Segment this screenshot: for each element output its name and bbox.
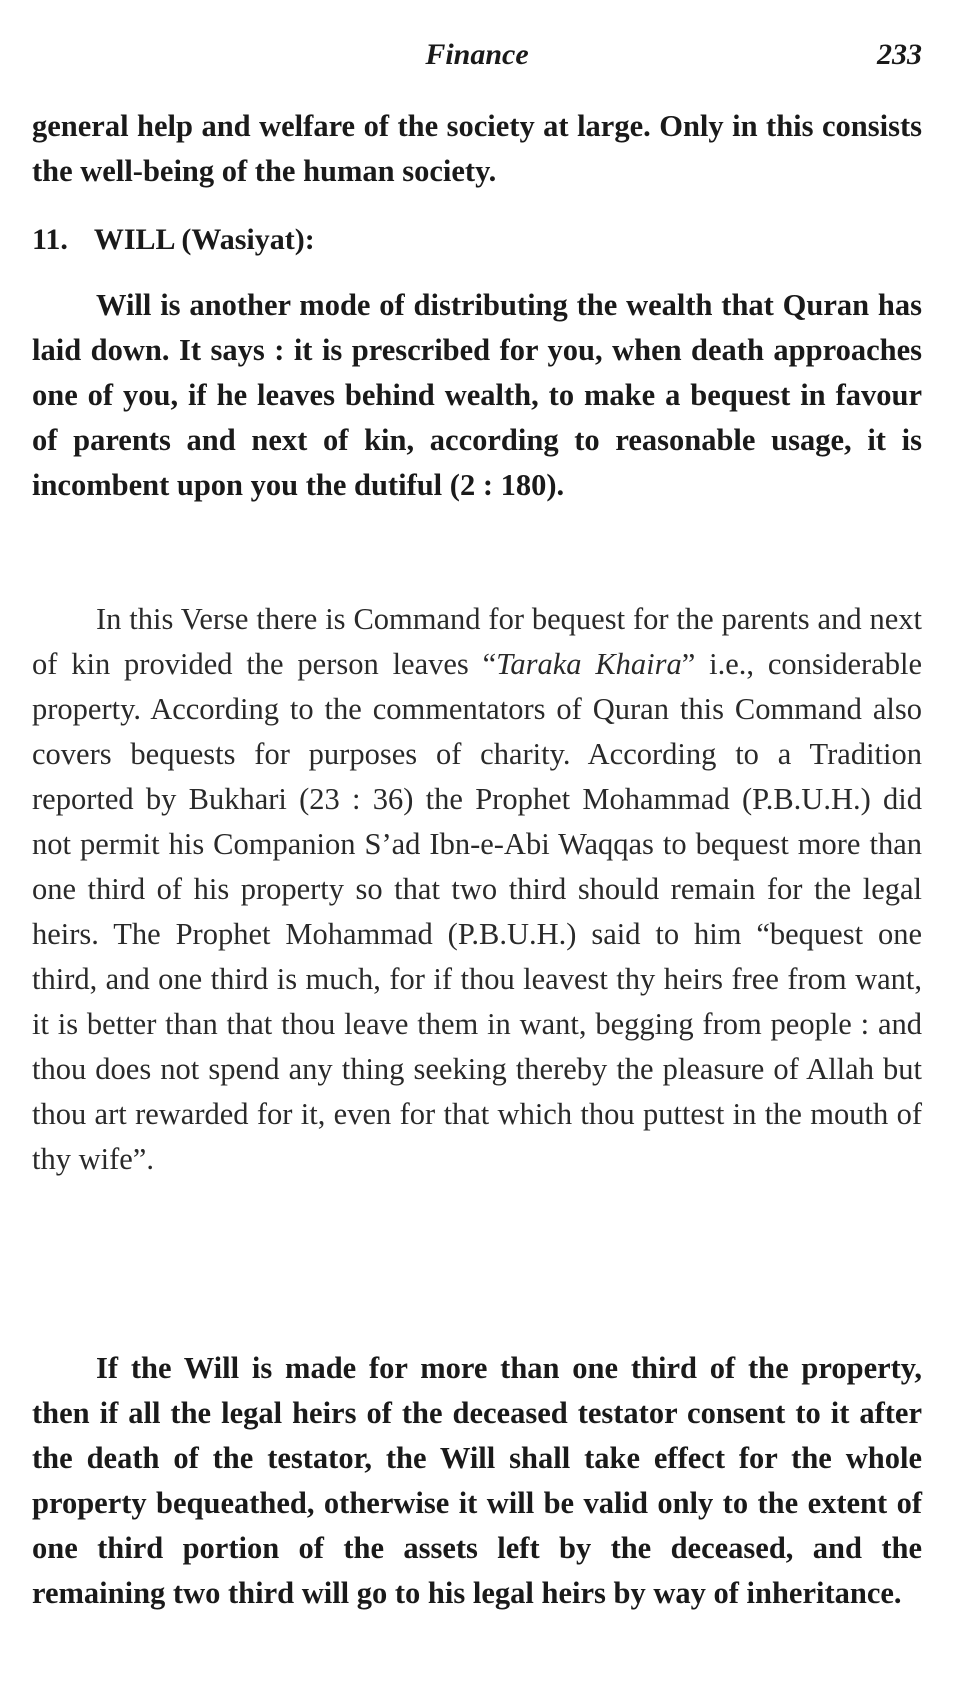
paragraph-excess-will-text: If the Will is made for more than one third of the property, then if all the legal heirs of the deceased testator consent to it after the death of the testator, the Will shall take effect for the whole property bequeathed, otherwise it will be valid only to the extent of one third portion of the assets left by the deceased, and the remaining two third will go to his legal heirs by way of inheritance. xyxy=(32,1351,922,1610)
paragraph-verse-command xyxy=(32,597,922,1182)
taraka-khaira-term: Taraka Khaira xyxy=(496,647,682,681)
paragraph-will-definition xyxy=(32,283,922,508)
paragraph-verse-command-rest: ” i.e., considerable property. According to the commentators of Quran this Command also covers bequests for purposes of charity. According to a Tradition reported by Bukhari (23 : 36) the Prophet Mohammad (P.B.U.H.) did not permit his Companion S’ad Ibn-e-Abi Waqqas to bequest more than one third of his property so that two third should remain for the legal heirs. The Prophet Mohammad (P.B.U.H.) said to him “bequest one third, and one third is much, for if thou leavest thy heirs free from want, it is better than that thou leave them in want, begging from people : and thou does not spend any thing seeking thereby the pleasure of Allah but thou art rewarded for it, even for that which thou puttest in the mouth of thy wife”. xyxy=(32,647,923,1176)
page-number: 233 xyxy=(877,38,922,71)
section-heading xyxy=(32,223,315,257)
running-head xyxy=(32,38,922,78)
section-number: 11. xyxy=(32,223,68,256)
book-page xyxy=(32,0,922,1686)
paragraph-excess-will xyxy=(32,1346,922,1616)
paragraph-verse-command-text xyxy=(32,597,922,1182)
section-title: WILL (Wasiyat): xyxy=(93,223,315,256)
continued-paragraph xyxy=(32,104,922,194)
running-head-title: Finance xyxy=(425,38,529,71)
paragraph-verse-command-lead: In this Verse there is Command for bequest for the parents and next of kin provided the person leaves “ xyxy=(32,602,922,681)
paragraph-will-definition-text: Will is another mode of distributing the wealth that Quran has laid down. It says : it is prescribed for you, when death approaches one of you, if he leaves behind wealth, to make a bequest in favour of parents and next of kin, according to reasonable usage, it is incombent upon you the dutiful (2 : 180). xyxy=(32,288,922,502)
continued-paragraph-text: general help and welfare of the society at large. Only in this consists the well-being of the human society. xyxy=(32,109,922,188)
